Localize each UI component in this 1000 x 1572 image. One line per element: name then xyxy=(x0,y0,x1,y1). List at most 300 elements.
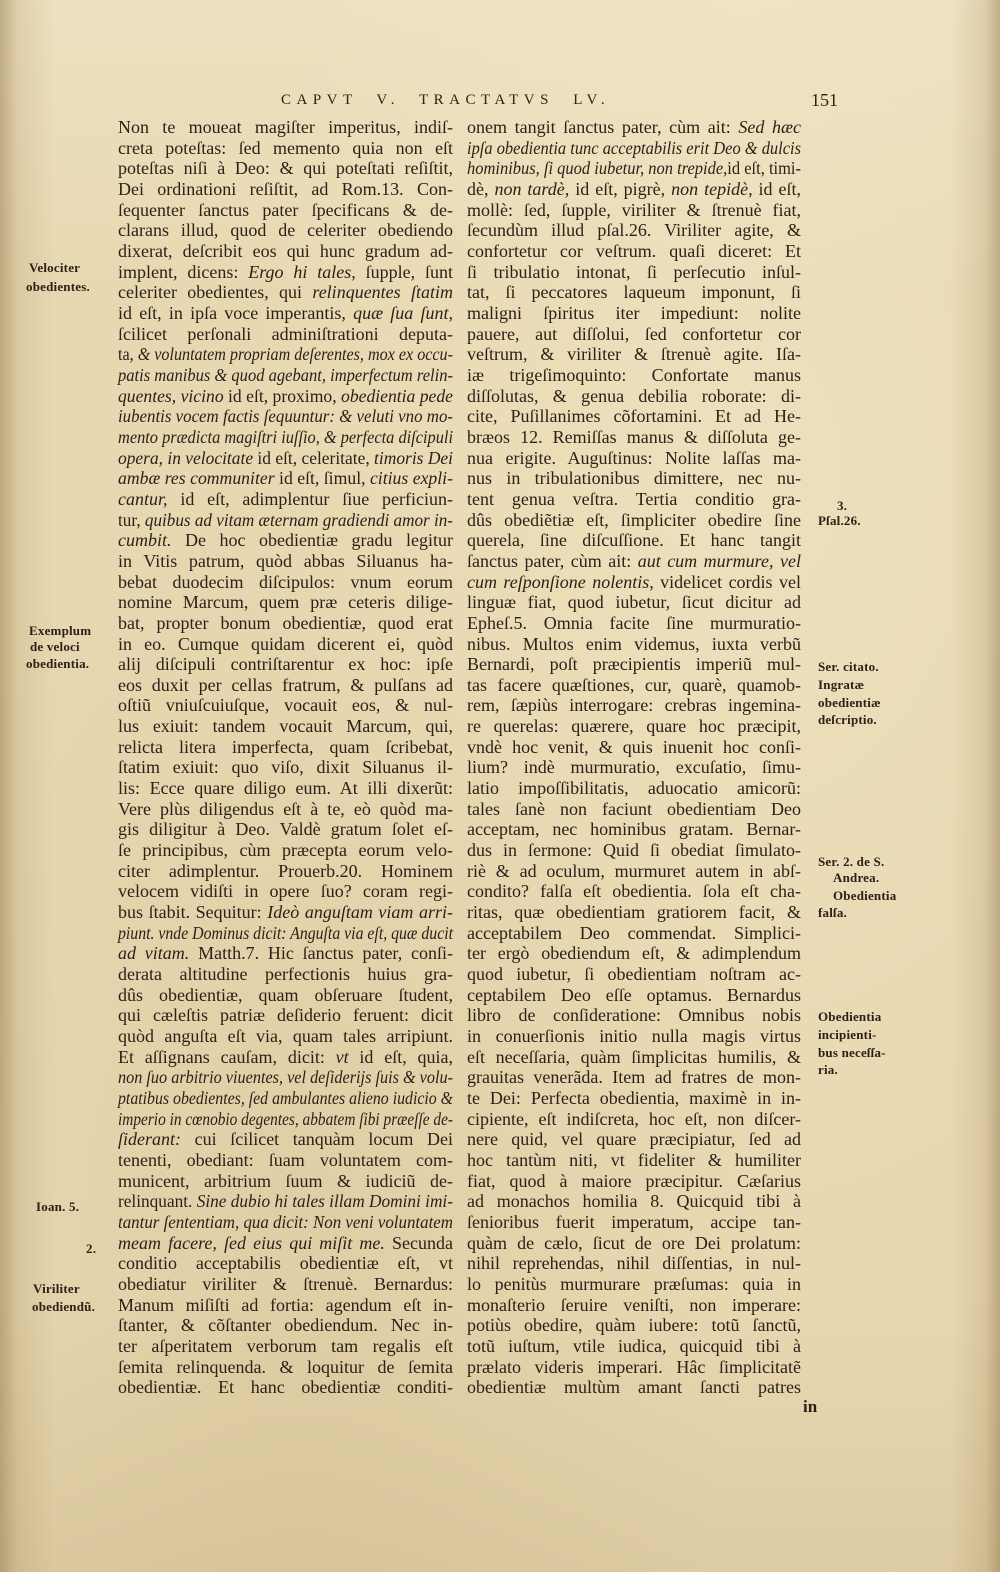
text-line xyxy=(467,1005,801,1026)
line-text xyxy=(467,737,801,758)
roman-run: hoc tantùm niti, vt fideliter & humiliter xyxy=(467,1150,801,1170)
text-line xyxy=(467,386,801,407)
roman-run: quàm de cælo, ſicut de ore Dei prolatum: xyxy=(467,1232,801,1253)
roman-run: id eſt, xyxy=(752,178,802,199)
text-line xyxy=(467,448,801,469)
line-text xyxy=(118,1150,453,1171)
line-text xyxy=(467,1026,801,1047)
text-line xyxy=(467,757,801,778)
roman-run: obediatur viriliter & ſtrenuè. Bernardus: xyxy=(118,1273,453,1294)
roman-run: in Vitis patrum, quòd abbas Siluanus ha- xyxy=(118,550,453,571)
text-line xyxy=(118,1274,453,1295)
roman-run: tent genua veſtra. Tertia conditio gra- xyxy=(467,488,801,509)
line-text xyxy=(118,1233,453,1254)
line-text xyxy=(118,675,453,696)
text-line xyxy=(467,1253,801,1274)
italic-run: non ſuo arbitrio viuentes, vel deſiderijs ſuis & volu- xyxy=(118,1067,453,1088)
roman-run: condito? falſa eſt obedientia. ſola eſt cha- xyxy=(467,881,801,902)
margin-note-line: Obedientia xyxy=(833,888,897,903)
roman-run: ſecundùm illud pſal.26. Viriliter agite, & xyxy=(467,220,801,241)
line-text xyxy=(467,282,801,303)
text-line xyxy=(118,716,453,737)
text-line xyxy=(118,1067,453,1088)
line-text xyxy=(467,675,801,696)
catchword: in xyxy=(803,1397,818,1416)
roman-run: nihil reprehendas, nihil diſſentias, in nul- xyxy=(467,1253,801,1274)
line-text xyxy=(467,799,801,820)
margin-note-line: Viriliter xyxy=(33,1281,80,1296)
roman-run: ceptabilem Deo eſſe optamus. Bernardus xyxy=(467,984,801,1005)
italic-run: tantur ſententiam, qua dicit: Non veni voluntatem xyxy=(118,1211,453,1232)
line-text xyxy=(467,1233,801,1254)
text-line xyxy=(118,1129,453,1150)
text-line xyxy=(118,344,453,365)
roman-run: te Dei: Perfecta obedientia, maximè in in- xyxy=(467,1088,801,1109)
line-text xyxy=(118,943,453,964)
roman-run: ſanctus pater, cùm ait: xyxy=(467,550,638,571)
line-text xyxy=(467,386,801,407)
line-text xyxy=(118,634,453,655)
text-line xyxy=(118,923,453,944)
roman-run: derata altitudine perfectionis huius gra- xyxy=(118,964,453,985)
margin-note-line: ria. xyxy=(818,1062,838,1077)
text-line xyxy=(467,737,801,758)
text-line xyxy=(467,716,801,737)
line-text xyxy=(118,1129,453,1150)
text-line xyxy=(118,1191,453,1212)
line-text xyxy=(118,1253,453,1274)
line-text xyxy=(467,551,801,572)
roman-run: ſtatim exiuit: quo viſo, dixit Siluanus il- xyxy=(118,757,453,778)
text-line xyxy=(118,964,453,985)
text-line xyxy=(118,1377,453,1398)
line-text xyxy=(118,344,453,365)
line-text xyxy=(118,902,453,923)
roman-run: videlicet cordis vel xyxy=(653,571,801,592)
line-text xyxy=(467,448,801,469)
margin-note-line: Obedientia xyxy=(818,1009,882,1024)
roman-run: ſi tribulatio intonat, ſi perſecutio inſul- xyxy=(467,261,801,282)
margin-note-line: deſcriptio. xyxy=(818,712,877,727)
roman-run: quòd anguſta eſt via, quam tales arripiunt. xyxy=(118,1026,453,1047)
roman-run: id eſt, pigrè, xyxy=(569,178,672,199)
left-text-column xyxy=(118,117,453,1399)
line-text xyxy=(467,943,801,964)
line-text xyxy=(118,158,453,179)
line-text xyxy=(467,138,801,159)
roman-run: relinquant. xyxy=(118,1191,197,1212)
italic-run: hominibus, ſi quod iubetur, non trepide, xyxy=(467,158,728,179)
line-text xyxy=(118,406,453,427)
right-text-column xyxy=(467,117,801,1399)
text-line xyxy=(467,262,801,283)
italic-run: meam facere, ſed eius qui miſit me. xyxy=(118,1232,385,1253)
roman-run: obedientiæ. Et hanc obedientiæ conditi- xyxy=(118,1377,453,1398)
roman-run: pauere, aut diſſolui, ſed confortetur cor xyxy=(467,323,801,344)
line-text xyxy=(467,489,801,510)
line-text xyxy=(467,427,801,448)
line-text xyxy=(467,365,801,386)
margin-note-line: Velociter xyxy=(29,260,81,275)
roman-run: eſt neceſſaria, quàm ſimplicitas humilis, & xyxy=(467,1046,801,1067)
text-line xyxy=(467,1191,801,1212)
text-line xyxy=(467,241,801,262)
line-text xyxy=(467,1295,801,1316)
text-line xyxy=(467,675,801,696)
page-number: 151 xyxy=(811,90,838,110)
line-text xyxy=(118,448,453,469)
line-text xyxy=(118,427,453,448)
roman-run: potiùs obedire, quàm iubere: totũ ſanctũ, xyxy=(467,1315,801,1336)
italic-run: non tepidè, xyxy=(671,178,753,199)
text-line xyxy=(118,158,453,179)
roman-run: qui cæleſtis patriæ deſiderio feruent: dicit xyxy=(118,1005,453,1026)
italic-run: Ideò anguſtam viam arri- xyxy=(267,902,454,923)
text-line xyxy=(467,1295,801,1316)
text-line xyxy=(118,117,453,138)
margin-note-line: Ser. citato. xyxy=(818,659,879,674)
italic-run: iubentis vocem factis ſequuntur: & veluti vno mo- xyxy=(118,406,453,427)
text-line xyxy=(467,1067,801,1088)
line-text xyxy=(467,985,801,1006)
text-line xyxy=(467,406,801,427)
roman-run: Epheſ.5. Omnia facite ſine murmuratio- xyxy=(467,612,801,633)
roman-run: Bernardi, poſt præcipientis imperiũ mul- xyxy=(467,654,801,675)
text-line xyxy=(118,179,453,200)
roman-run: maligni ſpiritus iter impediunt: nolite xyxy=(467,302,801,323)
italic-run: obedientia pede xyxy=(341,385,453,406)
line-text xyxy=(118,117,453,138)
text-line xyxy=(467,220,801,241)
line-text xyxy=(118,138,453,159)
roman-run: riè & ad oculum, murmuret autem in abſ- xyxy=(467,860,801,881)
text-line xyxy=(118,757,453,778)
roman-run: acceptam, nec hominibus gratam. Bernar- xyxy=(467,819,801,840)
roman-run: totũ iuſtum, vtile iudica, quicquid tibi à xyxy=(467,1335,801,1356)
text-line xyxy=(118,1026,453,1047)
text-line xyxy=(467,840,801,861)
text-line xyxy=(467,1150,801,1171)
line-text xyxy=(118,840,453,861)
margin-note-line: Ser. 2. de S. xyxy=(818,854,885,869)
roman-run: nua erigite. Auguſtinus: Nolite laſſas ma- xyxy=(467,447,801,468)
text-line xyxy=(118,592,453,613)
text-line xyxy=(118,1357,453,1378)
text-line xyxy=(118,1047,453,1068)
italic-run: imperio in cœnobio degentes, abbatem ſibi præeſſe de- xyxy=(118,1108,453,1129)
text-line xyxy=(118,1150,453,1171)
text-line xyxy=(118,324,453,345)
line-text xyxy=(467,1253,801,1274)
text-line xyxy=(118,427,453,448)
roman-run: id eſt, in ipſa voce imperantis, xyxy=(118,302,354,323)
text-line xyxy=(118,1336,453,1357)
roman-run: quod iubetur, ſi obedientiam noſtram ac- xyxy=(467,964,801,985)
roman-run: querela, ſine diſcuſſione. Et hanc tangit xyxy=(467,530,801,551)
line-text xyxy=(118,1274,453,1295)
running-title: CAPVT V. TRACTATVS LV. xyxy=(281,92,611,108)
roman-run: Secunda xyxy=(384,1232,453,1253)
roman-run: nibus. Multos enim videmus, iuxta verbũ xyxy=(467,633,801,654)
line-text xyxy=(118,282,453,303)
roman-run: grauitas venerãda. Item ad fratres de mon- xyxy=(467,1067,801,1088)
roman-run: alij diſcipuli contriſtarentur ex hoc: ipſe xyxy=(118,654,453,675)
roman-run: dus in ſermone: Quid ſi obediat ſimulato- xyxy=(467,840,801,861)
text-line xyxy=(467,1171,801,1192)
line-text xyxy=(118,220,453,241)
text-line xyxy=(118,1295,453,1316)
italic-run: vt xyxy=(335,1046,349,1067)
margin-note-line: obedientia. xyxy=(26,656,90,671)
text-line xyxy=(118,530,453,551)
roman-run: clarans illud, quod de celeriter obediendo xyxy=(118,220,453,241)
roman-run: ſe principibus, cùm præcepta eorum velo- xyxy=(118,840,453,861)
line-text xyxy=(467,1315,801,1336)
roman-run: Non te moueat magiſter imperitus, indiſ- xyxy=(118,117,453,137)
text-line xyxy=(118,634,453,655)
line-text xyxy=(467,902,801,923)
roman-run: dûs obediẽtiæ eſt, ſimpliciter obedire ſine xyxy=(467,509,801,530)
margin-note-line: 3. xyxy=(837,498,848,513)
roman-run: eos duxit per cellas fratrum, & pulſans ad xyxy=(118,674,453,695)
roman-run: nus in tribulationibus dimittere, nec nu- xyxy=(467,468,801,489)
text-line xyxy=(467,138,801,159)
roman-run: tas facere quæſtiones, cur, quarè, quamob- xyxy=(467,674,801,695)
line-text xyxy=(118,737,453,758)
roman-run: mollè: ſed, ſupple, viriliter & ſtrenuè fiat, xyxy=(467,199,801,220)
roman-run: ſenioribus fuerit imperatum, accipe tan- xyxy=(467,1211,801,1232)
italic-run: cumbit. xyxy=(118,530,172,551)
roman-run: dûs obedientiæ, quam obſeruare ſtudent, xyxy=(118,984,453,1005)
roman-run: lium? indè murmuratio, excuſatio, ſimu- xyxy=(467,757,801,778)
text-line xyxy=(467,778,801,799)
roman-run: tales ſanè non faciunt obedientiam Deo xyxy=(467,798,801,819)
line-text xyxy=(467,406,801,427)
line-text xyxy=(118,1377,453,1398)
line-text xyxy=(467,1274,801,1295)
line-text xyxy=(118,695,453,716)
line-text xyxy=(467,1088,801,1109)
roman-run: Et aſſignans cauſam, dicit: xyxy=(118,1046,336,1067)
text-line xyxy=(118,551,453,572)
roman-run: id eſt, ſimul, xyxy=(274,468,370,489)
line-text xyxy=(118,324,453,345)
italic-run: non tardè, xyxy=(494,178,570,199)
italic-run: citius expli- xyxy=(369,468,453,489)
margin-note-line: Andrea. xyxy=(833,870,880,885)
roman-run: relicta litera imperfecta, quam ſcribebat, xyxy=(118,736,453,757)
text-line xyxy=(118,1109,453,1130)
text-line xyxy=(118,1088,453,1109)
text-line xyxy=(467,1357,801,1378)
line-text xyxy=(118,799,453,820)
text-line xyxy=(118,220,453,241)
margin-note-line: obediendũ. xyxy=(32,1299,96,1314)
roman-run: tenenti, obediant: ſuam voluntatem com- xyxy=(118,1150,453,1170)
text-line xyxy=(118,985,453,1006)
italic-run: Sed hæc xyxy=(738,117,802,137)
roman-run: id eſt, adimplentur ſiue perficiun- xyxy=(167,488,453,509)
text-line xyxy=(118,1315,453,1336)
line-text xyxy=(467,468,801,489)
line-text xyxy=(118,778,453,799)
line-text xyxy=(118,530,453,551)
text-line xyxy=(467,1047,801,1068)
roman-run: tat, ſi peccatores laqueum imponunt, ſi xyxy=(467,282,801,303)
roman-run: monaſterio ſeruire veniſti, non imperare: xyxy=(467,1294,801,1315)
text-line xyxy=(467,1129,801,1150)
roman-run: ſequenter ſanctus pater ſpecificans & de- xyxy=(118,199,453,220)
line-text xyxy=(467,881,801,902)
margin-note-line: incipienti- xyxy=(818,1027,877,1042)
roman-run: gis diligitur à Deo. Valdè gratum ſolet eſ- xyxy=(118,819,453,840)
line-text xyxy=(118,1191,453,1212)
roman-run: Dei ordinationi reſiſtit, ad Rom.13. Con- xyxy=(118,178,453,199)
line-text xyxy=(467,1212,801,1233)
roman-run: lis: Ecce quare diligo eum. At illi dixerũt: xyxy=(118,778,453,799)
line-text xyxy=(118,1212,453,1233)
margin-note-line: falſa. xyxy=(818,905,848,920)
line-text xyxy=(118,716,453,737)
text-line xyxy=(118,1212,453,1233)
roman-run: cite, Puſillanimes cõfortamini. Et ad He- xyxy=(467,406,801,427)
text-line xyxy=(118,386,453,407)
text-line xyxy=(467,943,801,964)
line-text xyxy=(118,964,453,985)
roman-run: id eſt, quia, xyxy=(348,1046,453,1067)
roman-run: creta poteſtas: ſed memento quia non eſt xyxy=(118,137,453,158)
line-text xyxy=(118,1295,453,1316)
line-text xyxy=(467,964,801,985)
margin-note-line: 2. xyxy=(86,1241,97,1256)
roman-run: bat, propter bonum obedientiæ, quod erat xyxy=(118,612,453,633)
margin-note-line: Ioan. 5. xyxy=(36,1199,80,1214)
text-line xyxy=(467,985,801,1006)
line-text xyxy=(118,654,453,675)
text-line xyxy=(118,262,453,283)
line-text xyxy=(467,158,801,179)
line-text xyxy=(118,923,453,944)
line-text xyxy=(118,386,453,407)
roman-run: ſcilicet perſonali adminiſtrationi deputa- xyxy=(118,323,453,344)
roman-run: vndè hoc venit, & quis inuenit hoc conſi- xyxy=(467,736,801,757)
text-line xyxy=(467,530,801,551)
roman-run: id eſt, timi- xyxy=(727,158,801,179)
margin-note-line: Exemplum xyxy=(29,623,92,638)
text-line xyxy=(467,861,801,882)
roman-run: acceptabilem Deo commendat. Simplici- xyxy=(467,922,801,943)
line-text xyxy=(467,572,801,593)
text-line xyxy=(118,448,453,469)
line-text xyxy=(118,1067,453,1088)
roman-run: ſupple, ſunt xyxy=(355,261,453,282)
text-line xyxy=(467,799,801,820)
line-text xyxy=(467,1171,801,1192)
roman-run: conditio acceptabilis obedientiæ eſt, vt xyxy=(118,1253,453,1274)
line-text xyxy=(467,840,801,861)
text-line xyxy=(467,427,801,448)
roman-run: veſtrum, & viriliter & ſtrenuè agite. Iſa- xyxy=(467,344,801,365)
italic-run: aut cum murmure, vel xyxy=(637,550,801,571)
text-line xyxy=(467,344,801,365)
roman-run: bræos 12. Remiſſas manus & diſſoluta ge- xyxy=(467,426,801,447)
line-text xyxy=(118,1005,453,1026)
text-line xyxy=(118,489,453,510)
roman-run: nomine Marcum, quem præ ceteris dilige- xyxy=(118,592,453,613)
line-text xyxy=(467,262,801,283)
line-text xyxy=(467,1357,801,1378)
text-line xyxy=(118,138,453,159)
line-text xyxy=(467,613,801,634)
text-line xyxy=(118,943,453,964)
roman-run: onem tangit ſanctus pater, cùm ait: xyxy=(467,117,739,137)
line-text xyxy=(467,303,801,324)
text-line xyxy=(467,282,801,303)
roman-run: lo penitùs murmurare præſumas: quia in xyxy=(467,1273,801,1294)
roman-run: lus exiuit: tandem vocauit Marcum, qui, xyxy=(118,716,453,737)
line-text xyxy=(467,117,801,138)
roman-run: ſtanter, & cõſtanter obediendum. Nec in- xyxy=(118,1315,453,1336)
line-text xyxy=(467,1377,801,1398)
text-line xyxy=(118,613,453,634)
text-line xyxy=(467,1212,801,1233)
margin-note-line: de veloci xyxy=(30,639,80,654)
line-text xyxy=(467,716,801,737)
text-line xyxy=(467,117,801,138)
line-text xyxy=(467,1336,801,1357)
roman-run: velocem vidiſti in opere ſuo? coram regi- xyxy=(118,881,453,902)
line-text xyxy=(467,241,801,262)
line-text xyxy=(118,1336,453,1357)
line-text xyxy=(118,861,453,882)
roman-run: Matth.7. Hic ſanctus pater, conſi- xyxy=(189,943,453,964)
text-line xyxy=(118,1233,453,1254)
text-line xyxy=(118,778,453,799)
roman-run: cipiente, eſt indiſcreta, hoc eſt, non diſcer- xyxy=(467,1108,801,1129)
line-text xyxy=(467,819,801,840)
text-line xyxy=(118,572,453,593)
roman-run: obedientiæ multùm amant ſancti patres xyxy=(467,1377,801,1398)
line-text xyxy=(467,695,801,716)
roman-run: diſſolutas, & genua debilia roborate: di- xyxy=(467,385,801,406)
italic-run: timoris Dei xyxy=(374,447,453,468)
italic-run: Ergo hi tales, xyxy=(248,261,356,282)
roman-run: ter aſperitatem verborum tam regalis eſt xyxy=(118,1335,453,1356)
line-text xyxy=(467,1191,801,1212)
text-line xyxy=(118,675,453,696)
roman-run: Vere plùs diligendus eſt à te, eò quòd ma- xyxy=(118,798,453,819)
roman-run: latio impoſſibilitatis, aduocatio amicorũ: xyxy=(467,778,801,799)
text-line xyxy=(467,1336,801,1357)
line-text xyxy=(467,510,801,531)
roman-run: confortetur cor veſtrum. quaſi diceret: Et xyxy=(467,240,801,261)
text-line xyxy=(467,1274,801,1295)
italic-run: ipſa obedientia tunc acceptabilis erit Deo & dulcis xyxy=(467,137,801,158)
line-text xyxy=(467,634,801,655)
roman-run: ſemita relinquenda. & loquitur de ſemita xyxy=(118,1356,453,1377)
roman-run: celeriter obedientes, qui xyxy=(118,282,313,303)
roman-run: linguæ fiat, quod iubetur, ſicut dicitur ad xyxy=(467,592,801,613)
text-line xyxy=(118,282,453,303)
text-line xyxy=(467,902,801,923)
text-line xyxy=(467,365,801,386)
line-text xyxy=(467,1129,801,1150)
margin-note-line: obedientes. xyxy=(26,279,90,294)
text-line xyxy=(118,406,453,427)
roman-run: libro de conſideratione: Omnibus nobis xyxy=(467,1005,801,1026)
roman-run: id eſt, proximo, xyxy=(223,385,342,406)
line-text xyxy=(118,1088,453,1109)
